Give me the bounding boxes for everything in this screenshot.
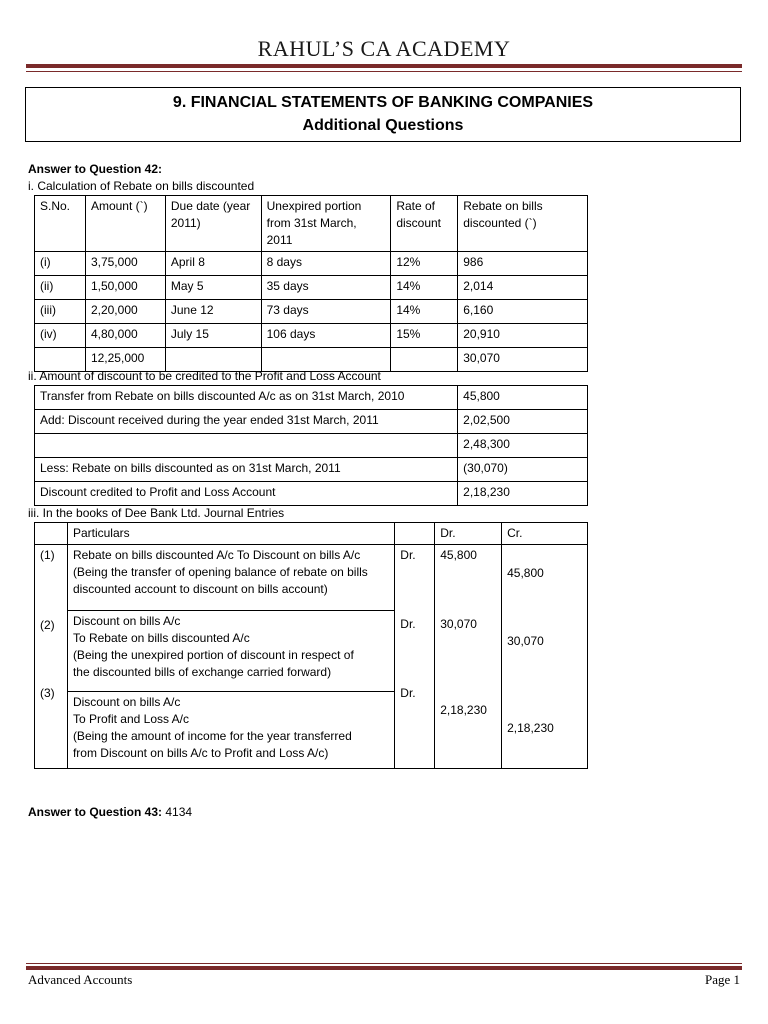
footer-rule-thin	[26, 963, 742, 964]
journal-entry	[68, 691, 394, 768]
rebate-table	[34, 195, 588, 372]
th-unexpired: Unexpired portion from 31st March, 2011	[261, 196, 391, 252]
entry-line: To Profit and Loss A/c	[72, 712, 189, 726]
q43-answer	[28, 804, 192, 820]
th-dr: Dr.	[435, 523, 502, 545]
cell: 2,02,500	[458, 410, 588, 434]
dr-amount: 30,070	[440, 617, 477, 631]
cell: 35 days	[261, 276, 391, 300]
th-amount: Amount (`)	[85, 196, 165, 252]
cell: 106 days	[261, 324, 391, 348]
entry-numbers	[35, 545, 68, 769]
header-rule-thin	[26, 71, 742, 72]
cell: 6,160	[458, 300, 588, 324]
cell: (iii)	[35, 300, 86, 324]
th-rate: Rate of discount	[391, 196, 458, 252]
q42-heading: Answer to Question 42:	[28, 162, 163, 176]
cell: Add: Discount received during the year ended 31st March, 2011	[35, 410, 458, 434]
cr-amounts	[502, 545, 588, 769]
q43-heading: Answer to Question 43:	[28, 805, 163, 819]
cr-amount: 2,18,230	[507, 721, 554, 735]
entry-line: Discount on bills A/c	[72, 614, 181, 628]
cr-amount: 45,800	[507, 566, 544, 580]
entry-particulars	[67, 545, 394, 769]
footer-rule-thick	[26, 966, 742, 970]
cell: Transfer from Rebate on bills discounted A/c as on 31st March, 2010	[35, 386, 458, 410]
cr-amount: 30,070	[507, 634, 544, 648]
cell	[391, 348, 458, 372]
cell: (i)	[35, 252, 86, 276]
entry-line: discounted account to discount on bills account)	[72, 582, 328, 596]
footer-page-number: Page 1	[704, 972, 740, 987]
table-row	[35, 458, 588, 482]
journal-entry	[68, 610, 394, 691]
cell: April 8	[165, 252, 261, 276]
cell: 45,800	[458, 386, 588, 410]
entry-line: (Being the transfer of opening balance of rebate on bills	[72, 565, 368, 579]
footer-book-title: Advanced Accounts	[28, 972, 133, 987]
cell: 20,910	[458, 324, 588, 348]
entry-line: Discount on bills A/c	[72, 695, 181, 709]
table-row	[35, 482, 588, 506]
academy-header: RAHUL’S CA ACADEMY	[257, 36, 511, 61]
cell	[35, 523, 68, 545]
table-row	[35, 300, 588, 324]
th-rebate: Rebate on bills discounted (`)	[458, 196, 588, 252]
cell	[35, 434, 458, 458]
cell: 3,75,000	[85, 252, 165, 276]
cell	[395, 523, 435, 545]
dr-amounts	[435, 545, 502, 769]
dr-amount: 2,18,230	[440, 703, 487, 717]
entry-line: Rebate on bills discounted A/c To Discount on bills A/c	[72, 548, 361, 562]
part1-title: i. Calculation of Rebate on bills discounted	[28, 179, 255, 193]
cell: 2,014	[458, 276, 588, 300]
table-row	[35, 434, 588, 458]
chapter-title: 9. FINANCIAL STATEMENTS OF BANKING COMPANIES	[172, 94, 594, 111]
cell: July 15	[165, 324, 261, 348]
chapter-subtitle: Additional Questions	[302, 117, 464, 134]
q43-value: 4134	[165, 805, 193, 819]
chapter-title-box	[25, 87, 741, 142]
entry-num: (1)	[40, 548, 55, 562]
entry-line: from Discount on bills A/c to Profit and Loss A/c)	[72, 746, 329, 760]
cell: 12%	[391, 252, 458, 276]
journal-table	[34, 522, 588, 769]
cell: (30,070)	[458, 458, 588, 482]
cell: 8 days	[261, 252, 391, 276]
entry-line: (Being the unexpired portion of discount in respect of	[72, 648, 354, 662]
table-row	[35, 252, 588, 276]
entry-line: (Being the amount of income for the year transferred	[72, 729, 352, 743]
dr-label: Dr.	[400, 617, 416, 631]
cell: Discount credited to Profit and Loss Account	[35, 482, 458, 506]
cell: Less: Rebate on bills discounted as on 31st March, 2011	[35, 458, 458, 482]
th-cr: Cr.	[502, 523, 588, 545]
cell: 2,18,230	[458, 482, 588, 506]
journal-entry	[68, 545, 394, 610]
table-row	[35, 276, 588, 300]
entry-line: the discounted bills of exchange carried forward)	[72, 665, 332, 679]
cell: 1,50,000	[85, 276, 165, 300]
dr-labels	[395, 545, 435, 769]
entry-num: (2)	[40, 618, 55, 632]
cell: (iv)	[35, 324, 86, 348]
table-row	[35, 324, 588, 348]
th-particulars: Particulars	[67, 523, 394, 545]
th-sno: S.No.	[35, 196, 86, 252]
cell: 986	[458, 252, 588, 276]
journal-header	[35, 523, 588, 545]
cell: 73 days	[261, 300, 391, 324]
discount-table	[34, 385, 588, 506]
cell: 30,070	[458, 348, 588, 372]
dr-amount: 45,800	[440, 548, 477, 562]
dr-label: Dr.	[400, 686, 416, 700]
cell: 2,48,300	[458, 434, 588, 458]
cell: 12,25,000	[85, 348, 165, 372]
cell: May 5	[165, 276, 261, 300]
entry-line: To Rebate on bills discounted A/c	[72, 631, 250, 645]
entry-num: (3)	[40, 686, 55, 700]
part2-title: ii. Amount of discount to be credited to the Profit and Loss Account	[28, 369, 381, 383]
cell: 4,80,000	[85, 324, 165, 348]
th-due-date: Due date (year 2011)	[165, 196, 261, 252]
cell: 15%	[391, 324, 458, 348]
cell: (ii)	[35, 276, 86, 300]
header-rule-thick	[26, 64, 742, 68]
rebate-table-header	[35, 196, 588, 252]
table-row	[35, 410, 588, 434]
cell: 14%	[391, 276, 458, 300]
cell: 14%	[391, 300, 458, 324]
dr-label: Dr.	[400, 548, 416, 562]
journal-body	[35, 545, 588, 769]
table-row	[35, 386, 588, 410]
cell: 2,20,000	[85, 300, 165, 324]
part3-title: iii. In the books of Dee Bank Ltd. Journal Entries	[28, 506, 285, 520]
cell: June 12	[165, 300, 261, 324]
